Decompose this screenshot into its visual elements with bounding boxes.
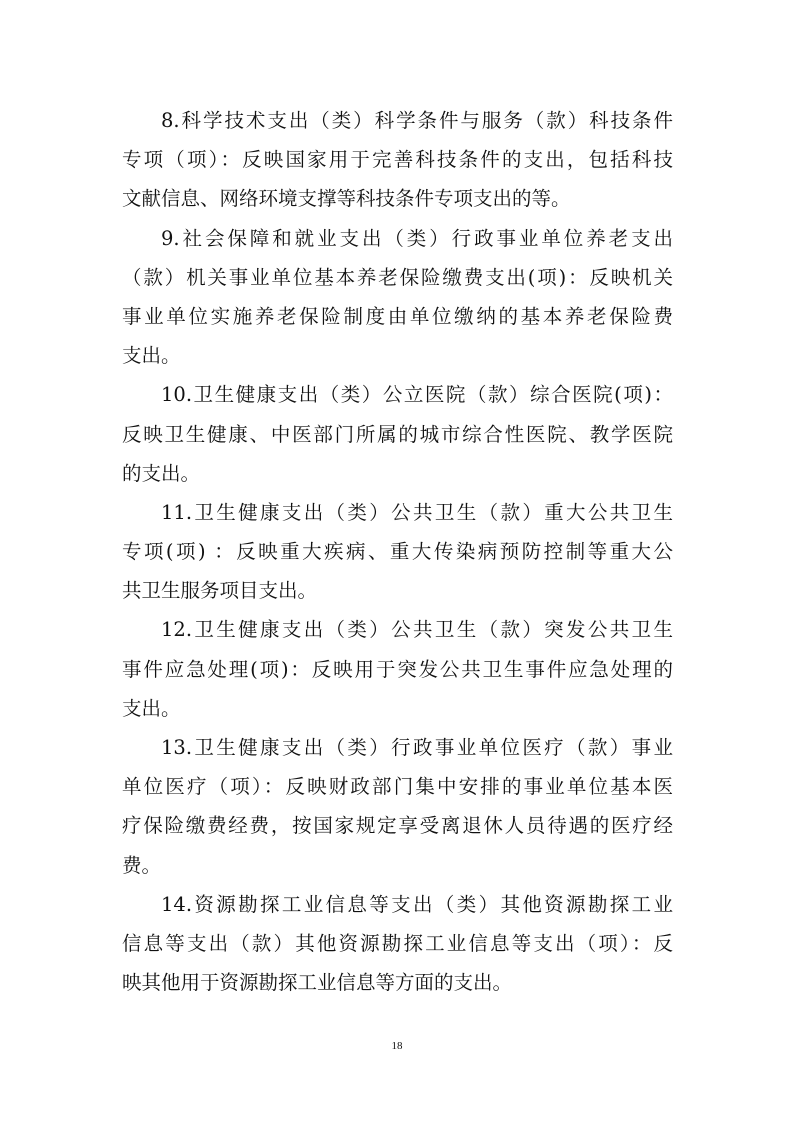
document-body	[122, 101, 673, 1002]
paragraph-line: 共卫生服务项目支出。	[122, 579, 318, 603]
paragraph-line: 支出。	[122, 696, 181, 720]
paragraph-line: 单位医疗（项）：反映财政部门集中安排的事业单位基本医	[122, 775, 673, 799]
page-number: 18	[391, 1040, 403, 1052]
paragraph-line: 疗保险缴费经费，按国家规定享受离退休人员待遇的医疗经	[122, 814, 673, 838]
paragraph-line: 事件应急处理(项)：反映用于突发公共卫生事件应急处理的	[122, 657, 673, 681]
paragraph-line: 映其他用于资源勘探工业信息等方面的支出。	[122, 971, 513, 995]
paragraph-line: 11.卫生健康支出（类）公共卫生（款）重大公共卫生	[161, 500, 673, 524]
paragraph-line: 文献信息、网络环境支撑等科技条件专项支出的等。	[122, 187, 571, 211]
paragraph-line: 14.资源勘探工业信息等支出（类）其他资源勘探工业	[161, 892, 673, 916]
paragraph-3	[122, 375, 673, 493]
paragraph-line: 专项(项) ：反映重大疾病、重大传染病预防控制等重大公	[122, 540, 673, 564]
paragraph-6	[122, 728, 673, 885]
paragraph-line: 12.卫生健康支出（类）公共卫生（款）突发公共卫生	[161, 618, 673, 642]
paragraph-line: 的支出。	[122, 461, 201, 485]
paragraph-7	[122, 885, 673, 1003]
paragraph-line: 事业单位实施养老保险制度由单位缴纳的基本养老保险费	[122, 304, 673, 328]
paragraph-line: 9.社会保障和就业支出（类）行政事业单位养老支出	[161, 226, 673, 250]
paragraph-line: 反映卫生健康、中医部门所属的城市综合性医院、教学医院	[122, 422, 673, 446]
paragraph-5	[122, 610, 673, 728]
paragraph-line: 支出。	[122, 344, 181, 368]
paragraph-line: 13.卫生健康支出（类）行政事业单位医疗（款）事业	[161, 736, 673, 759]
paragraph-line: 10.卫生健康支出（类）公立医院（款）综合医院(项)：	[161, 383, 673, 407]
paragraph-line: （款）机关事业单位基本养老保险缴费支出(项)：反映机关	[122, 265, 673, 289]
paragraph-4	[122, 493, 673, 611]
paragraph-line: 信息等支出（款）其他资源勘探工业信息等支出（项）：反	[122, 931, 673, 955]
paragraph-2	[122, 219, 673, 376]
paragraph-line: 专项（项）：反映国家用于完善科技条件的支出，包括科技	[122, 148, 673, 172]
paragraph-line: 8.科学技术支出（类）科学条件与服务（款）科技条件	[161, 109, 673, 132]
paragraph-line: 费。	[122, 853, 162, 877]
paragraph-1	[122, 101, 673, 219]
